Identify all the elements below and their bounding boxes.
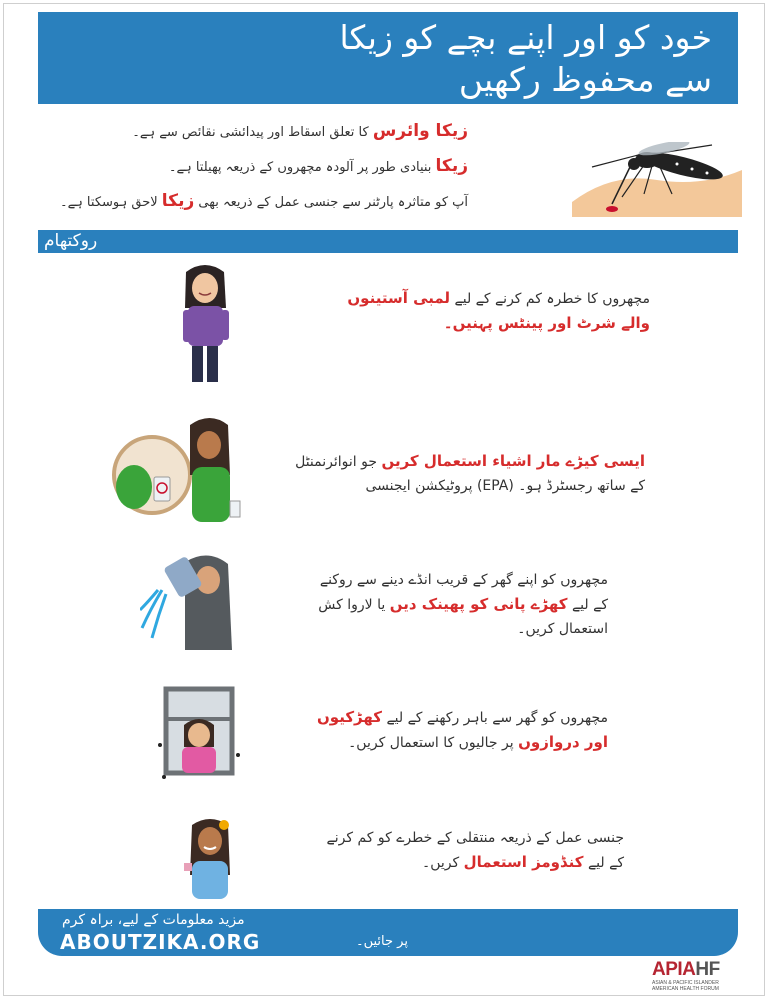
- fact-3-text-after: لاحق ہوسکتا ہے۔: [59, 195, 162, 210]
- step-3-plain-1: مچھروں کو اپنے گھر کے قریب انڈے دینے سے روکنے: [319, 572, 608, 588]
- step-3-text: [318, 568, 608, 641]
- step-2-highlight: ایسی کیڑے مار اشیاء استعمال کریں: [381, 452, 645, 470]
- step-5-text: [327, 826, 625, 875]
- footer-line-2: پر جائیں۔: [356, 934, 408, 949]
- step-1-highlight-2: والے شرٹ اور پینٹس پہنیں۔: [443, 314, 650, 332]
- woman-insect-repellent-illustration: [112, 415, 250, 527]
- logo-subtitle-2: AMERICAN HEALTH FORUM: [652, 986, 719, 992]
- step-3-plain-4: استعمال کریں۔: [517, 621, 608, 637]
- logo-hf: HF: [695, 959, 720, 980]
- mosquito-illustration: [572, 142, 742, 217]
- footer-banner: [38, 909, 738, 956]
- step-1-text: [347, 286, 650, 336]
- step-3-plain-2: کے لیے: [567, 597, 608, 613]
- fact-3: [60, 191, 468, 211]
- step-2-text: [295, 449, 645, 498]
- page-title-line-2: سے محفوظ رکھیں: [458, 60, 712, 99]
- woman-condom-illustration: [180, 815, 240, 900]
- step-4-plain-1: مچھروں کو گھر سے باہر رکھنے کے لیے: [382, 710, 608, 726]
- fact-3-text-before: آپ کو متاثرہ پارٹنر سے جنسی عمل کے ذریعہ بھی: [194, 195, 468, 210]
- step-5-plain-2: کے لیے: [583, 855, 624, 871]
- fact-2: [169, 156, 468, 176]
- step-5-highlight: کنڈومز استعمال: [463, 853, 584, 871]
- step-3-plain-3: یا لاروا کش: [318, 597, 390, 613]
- logo-subtitle-1: ASIAN & PACIFIC ISLANDER: [652, 980, 719, 986]
- apiahf-logo: [652, 960, 740, 994]
- footer-line-1: مزید معلومات کے لیے، براہ کرم: [62, 912, 245, 928]
- step-2-plain-2: کے ساتھ رجسٹرڈ ہو۔ (EPA) پروٹیکشن ایجنسی: [365, 478, 645, 494]
- step-4-highlight-2: اور دروازوں: [518, 733, 608, 751]
- fact-1-text: کا تعلق اسقاط اور پیدائشی نقائص سے ہے۔: [132, 125, 373, 140]
- step-2-plain-1: جو انوائرنمنٹل: [295, 454, 382, 470]
- step-5-plain-1: جنسی عمل کے ذریعہ منتقلی کے خطرے کو کم کرنے: [326, 830, 624, 846]
- fact-2-highlight: زیکا: [435, 156, 468, 176]
- woman-dumping-water-illustration: [140, 550, 245, 655]
- fact-1: [132, 121, 468, 141]
- fact-2-text: بنیادی طور پر آلودہ مچھروں کے ذریعہ پھیلتا ہے۔: [168, 160, 436, 175]
- aboutzika-link[interactable]: ABOUTZIKA.ORG: [60, 930, 261, 954]
- woman-long-sleeves-illustration: [178, 262, 233, 387]
- page-title-line-1: خود کو اور اپنے بچے کو زیکا: [339, 18, 712, 57]
- title-banner: [38, 12, 738, 104]
- step-4-plain-2: پر جالیوں کا استعمال کریں۔: [348, 735, 519, 751]
- section-banner: [38, 230, 738, 253]
- step-4-text: [317, 705, 608, 755]
- fact-3-highlight: زیکا: [161, 191, 195, 211]
- step-5-plain-3: کریں۔: [422, 855, 464, 871]
- logo-apia: APIA: [652, 959, 696, 980]
- step-1-plain: مچھروں کا خطرہ کم کرنے کے لیے: [450, 291, 650, 307]
- step-1-highlight-1: لمبی آستینوں: [347, 289, 451, 307]
- section-title: روکتھام: [44, 231, 98, 251]
- window-screen-illustration: [154, 685, 244, 785]
- fact-1-highlight: زیکا وائرس: [372, 121, 468, 141]
- logo-wordmark: [652, 960, 740, 980]
- step-3-highlight: کھڑے پانی کو پھینک دیں: [389, 595, 568, 613]
- step-4-highlight-1: کھڑکیوں: [316, 708, 382, 726]
